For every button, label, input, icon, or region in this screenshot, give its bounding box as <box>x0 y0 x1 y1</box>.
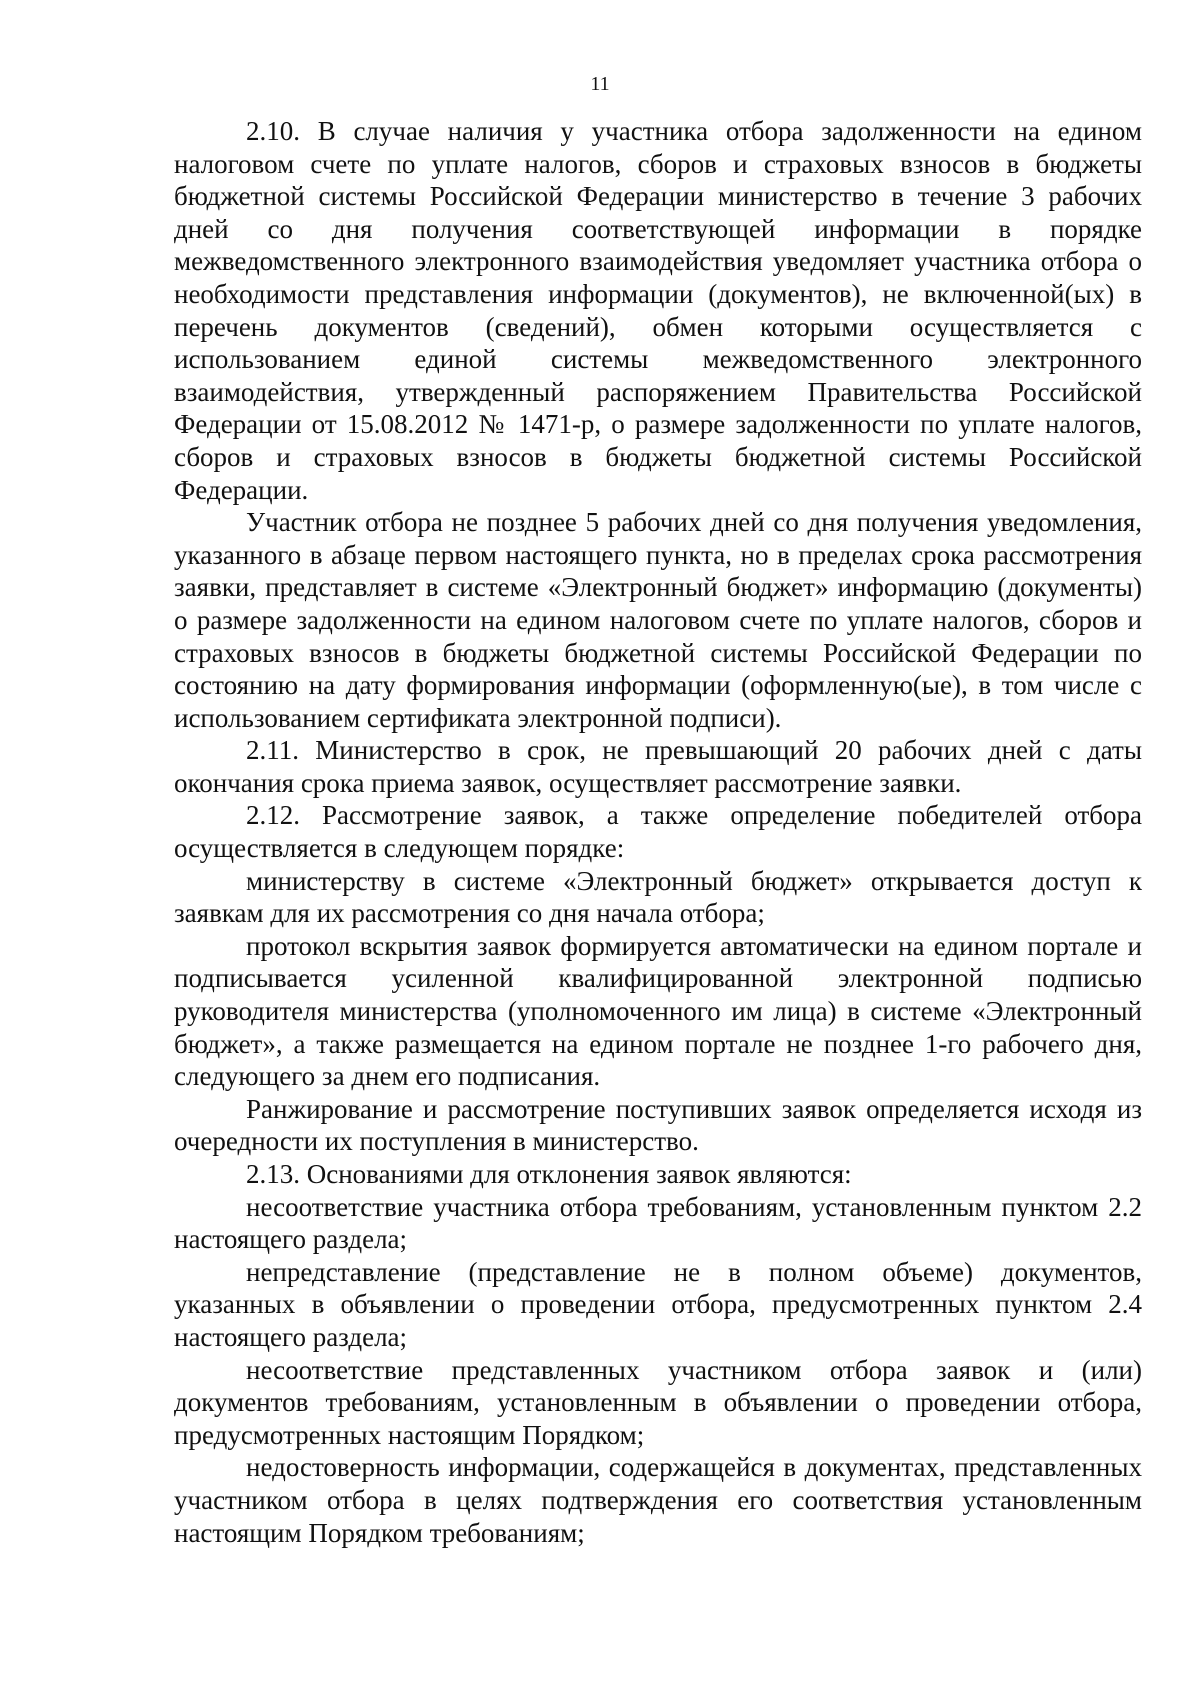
paragraph-2-10: 2.10. В случае наличия у участника отбора задолженности на едином налоговом счете по уплате налогов, сборов и страховых взносов в бюджеты бюджетной системы Российской Федерации министерство в течение 3 рабочих дней со дня получения соответствующей информации в порядке межведомственного электронного взаимодействия уведомляет участника отбора о необходимости представления информации (документов), не включенной(ых) в перечень документов (сведений), обмен которыми осуществляется с использованием единой системы межведомственного электронного взаимодействия, утвержденный распоряжением Правительства Российской Федерации от 15.08.2012 № 1471-р, о размере задолженности по уплате налогов, сборов и страховых взносов в бюджеты бюджетной системы Российской Федерации. <box>174 116 1142 505</box>
paragraph-opening-protocol: протокол вскрытия заявок формируется автоматически на едином портале и подписывается усиленной квалифицированной электронной подписью руководителя министерства (уполномоченного им лица) в системе «Электронный бюджет», а также размещается на едином портале не позднее 1-го рабочего дня, следующего за днем его подписания. <box>174 930 1142 1092</box>
paragraph-2-13: 2.13. Основаниями для отклонения заявок являются: <box>246 1159 852 1189</box>
paragraph-2-12: 2.12. Рассмотрение заявок, а также определение победителей отбора осуществляется в следующем порядке: <box>174 800 1142 864</box>
paragraph-ranking: Ранжирование и рассмотрение поступивших заявок определяется исходя из очередности их поступления в министерство. <box>174 1093 1142 1157</box>
paragraph-rejection-ground-4: недостоверность информации, содержащейся в документах, представленных участником отбора в целях подтверждения его соответствия установленным настоящим Порядком требованиям; <box>174 1452 1142 1548</box>
paragraph-participant-deadline: Участник отбора не позднее 5 рабочих дней со дня получения уведомления, указанного в абзаце первом настоящего пункта, но в пределах срока рассмотрения заявки, представляет в системе «Электронный бюджет» информацию (документы) о размере задолженности на едином налоговом счете по уплате налогов, сборов и страховых взносов в бюджеты бюджетной системы Российской Федерации по состоянию на дату формирования информации (оформленную(ые), в том числе с использованием сертификата электронной подписи). <box>174 507 1142 733</box>
paragraph-rejection-ground-2: непредставление (представление не в полном объеме) документов, указанных в объявлении о проведении отбора, предусмотренных пунктом 2.4 настоящего раздела; <box>174 1256 1142 1352</box>
paragraph-2-11: 2.11. Министерство в срок, не превышающий 20 рабочих дней с даты окончания срока приема заявок, осуществляет рассмотрение заявки. <box>174 735 1142 798</box>
page-number: 11 <box>590 73 610 95</box>
document-body <box>174 115 1142 1549</box>
paragraph-rejection-ground-1: несоответствие участника отбора требованиям, установленным пунктом 2.2 настоящего раздела; <box>174 1191 1142 1255</box>
paragraph-access-to-applications: министерству в системе «Электронный бюджет» открывается доступ к заявкам для их рассмотрения со дня начала отбора; <box>174 865 1142 929</box>
paragraph-rejection-ground-3: несоответствие представленных участником отбора заявок и (или) документов требованиям, установленным в объявлении о проведении отбора, предусмотренных настоящим Порядком; <box>174 1354 1142 1450</box>
